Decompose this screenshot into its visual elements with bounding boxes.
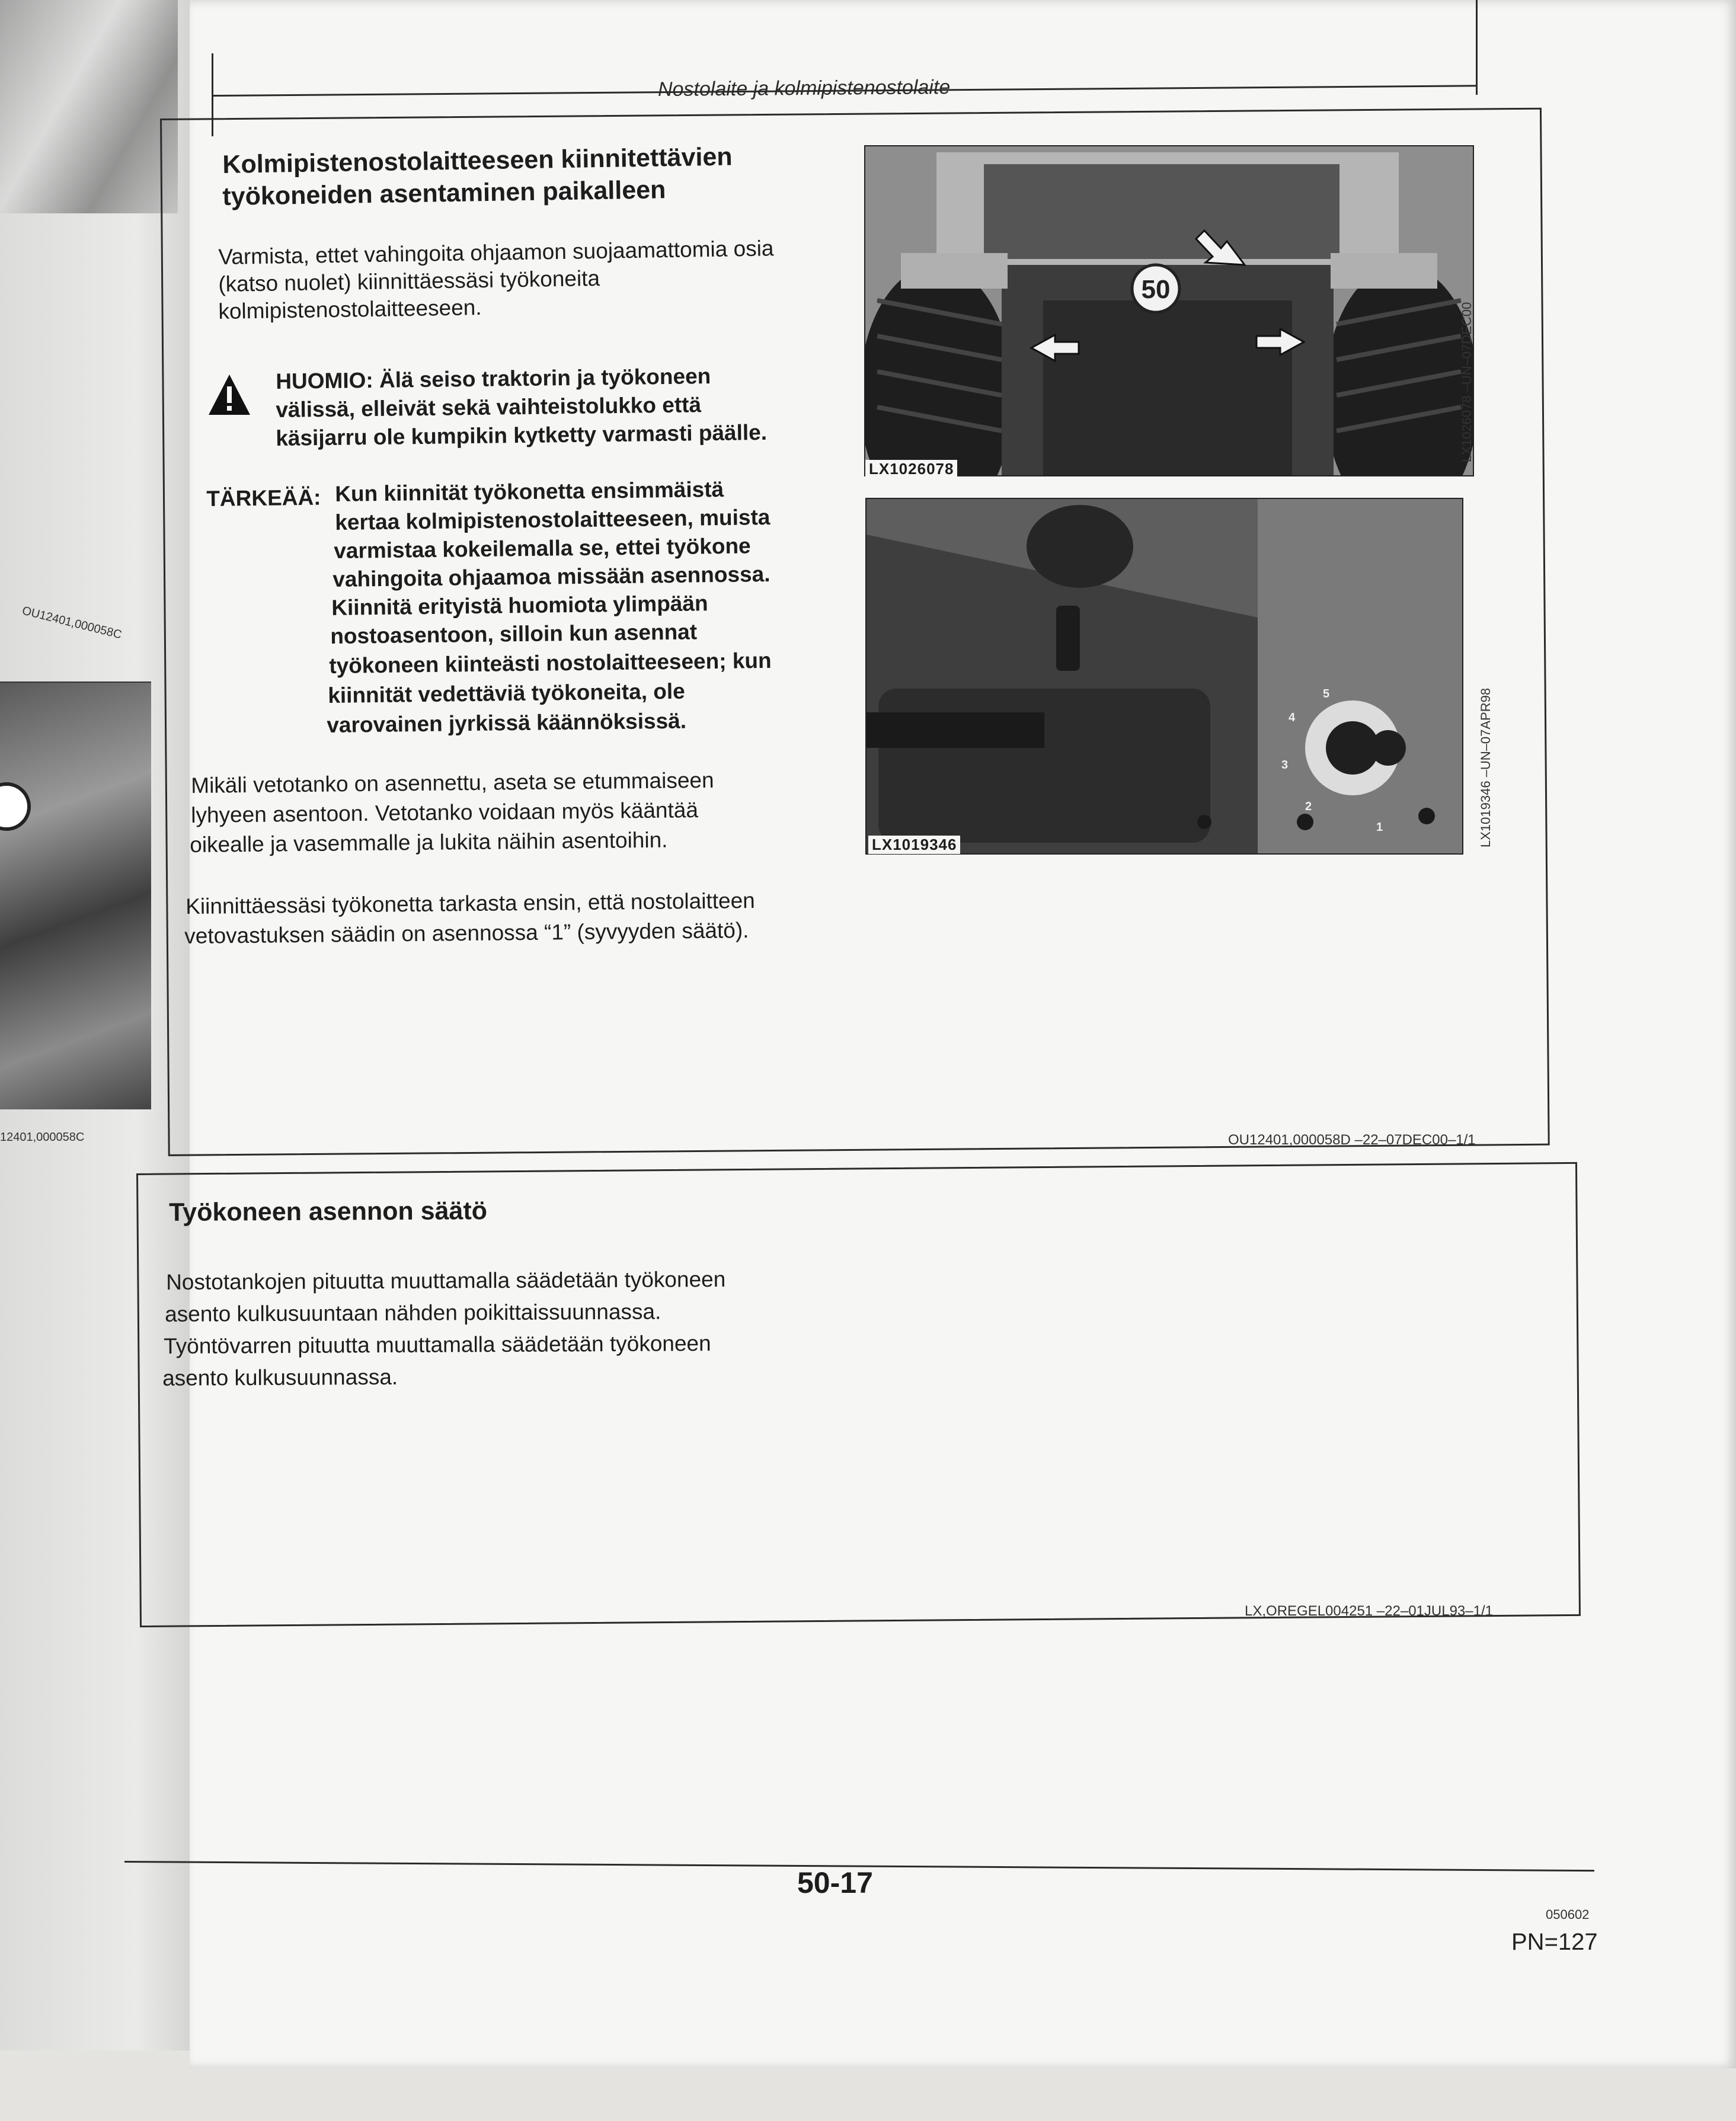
header-right-border [1476, 0, 1478, 95]
dial-number-5: 5 [1323, 687, 1330, 700]
section1-heading-line2: työkoneiden asentaminen paikalleen [222, 175, 666, 211]
print-date-code: 050602 [1546, 1907, 1590, 1922]
important-line-4: vahingoita ohjaamoa missään asennossa. [333, 561, 771, 591]
drawbar-line-1: Mikäli vetotanko on asennettu, aseta se etummaiseen [191, 767, 714, 798]
hitch-control-illustration [867, 499, 1462, 853]
photo1-side-code: LX1026078 –UN–07DEC00 [1459, 302, 1474, 462]
caution-line-1: HUOMIO: Älä seiso traktorin ja työkoneen [276, 364, 711, 394]
caution-line-2: välissä, elleivät sekä vaihteistolukko että [276, 392, 702, 422]
adjustment-line-1: Nostotankojen pituutta muuttamalla säädetään työkoneen [166, 1267, 726, 1294]
important-line-2: kertaa kolmipistenostolaitteeseen, muista [335, 505, 771, 535]
left-page-code-top: OU12401,000058C [21, 604, 123, 642]
section1-heading-line1: Kolmipistenostolaitteeseen kiinnitettävien [222, 142, 733, 179]
important-line-3: varmistaa kokeilemalla se, ettei työkone [334, 533, 751, 563]
tractor-rear-illustration [865, 146, 1473, 475]
intro-line-3: kolmipistenostolaitteeseen. [218, 295, 482, 324]
section2-heading: Työkoneen asennon säätö [169, 1197, 488, 1227]
attach-line-1: Kiinnittäessäsi työkonetta tarkasta ensin, että nostolaitteen [186, 888, 755, 919]
important-line-1: Kun kiinnität työkonetta ensimmäistä [335, 476, 724, 506]
section1-footer-code: OU12401,000058D –22–07DEC00–1/1 [1228, 1132, 1476, 1148]
tractor-rear-photo [864, 145, 1474, 476]
important-line-6: nostoasentoon, silloin kun asennat [330, 619, 698, 648]
dial-number-2: 2 [1305, 800, 1312, 813]
adjustment-line-3: Työntövarren pituutta muuttamalla säädetään työkoneen [164, 1331, 711, 1358]
intro-line-1: Varmista, ettet vahingoita ohjaamon suojaamattomia osia [218, 236, 774, 269]
adjustment-line-2: asento kulkusuuntaan nähden poikittaissuunnassa. [165, 1299, 661, 1326]
hitch-control-photo [865, 498, 1463, 855]
drawbar-line-3: oikealle ja vasemmalle ja lukita näihin asentoihin. [190, 827, 668, 857]
photo2-side-code: LX1019346 –UN–07APR98 [1478, 687, 1493, 847]
page-header-title: Nostolaite ja kolmipistenostolaite [657, 76, 951, 101]
intro-line-2: (katso nuolet) kiinnittäessäsi työkoneita [218, 265, 600, 296]
photo1-label: LX1026078 [865, 460, 957, 478]
important-label: TÄRKEÄÄ: [206, 485, 321, 511]
caution-line-3: käsijarru ole kumpikin kytketty varmasti päälle. [276, 420, 768, 450]
section2-footer-code: LX,OREGEL004251 –22–01JUL93–1/1 [1245, 1603, 1493, 1619]
attach-line-2: vetovastuksen säädin on asennossa “1” (syvyyden säätö). [184, 918, 749, 948]
adjustment-line-4: asento kulkusuunnassa. [162, 1364, 398, 1390]
dial-number-3: 3 [1281, 759, 1289, 772]
important-line-7: työkoneen kiinteästi nostolaitteeseen; kun [329, 648, 772, 678]
important-line-9: varovainen jyrkissä käännöksissä. [327, 708, 687, 737]
drawbar-line-2: lyhyeen asentoon. Vetotanko voidaan myös kääntää [191, 798, 699, 827]
important-line-5: Kiinnitä erityistä huomiota ylimpään [331, 591, 708, 620]
section-box-adjustment [136, 1162, 1581, 1627]
warning-triangle-icon [207, 373, 251, 416]
page-number: 50-17 [797, 1866, 873, 1899]
dial-number-1: 1 [1376, 821, 1383, 834]
important-line-8: kiinnität vedettäviä työkoneita, ole [328, 679, 685, 708]
left-page-photo-top [0, 0, 178, 213]
dial-number-4: 4 [1289, 711, 1296, 724]
speed-sign-text: 50 [1141, 275, 1171, 304]
left-page-code-bottom: 12401,000058C [0, 1131, 85, 1144]
photo2-label: LX1019346 [868, 836, 960, 854]
left-page-photo [0, 682, 151, 1109]
page-count-pn: PN=127 [1511, 1929, 1598, 1955]
